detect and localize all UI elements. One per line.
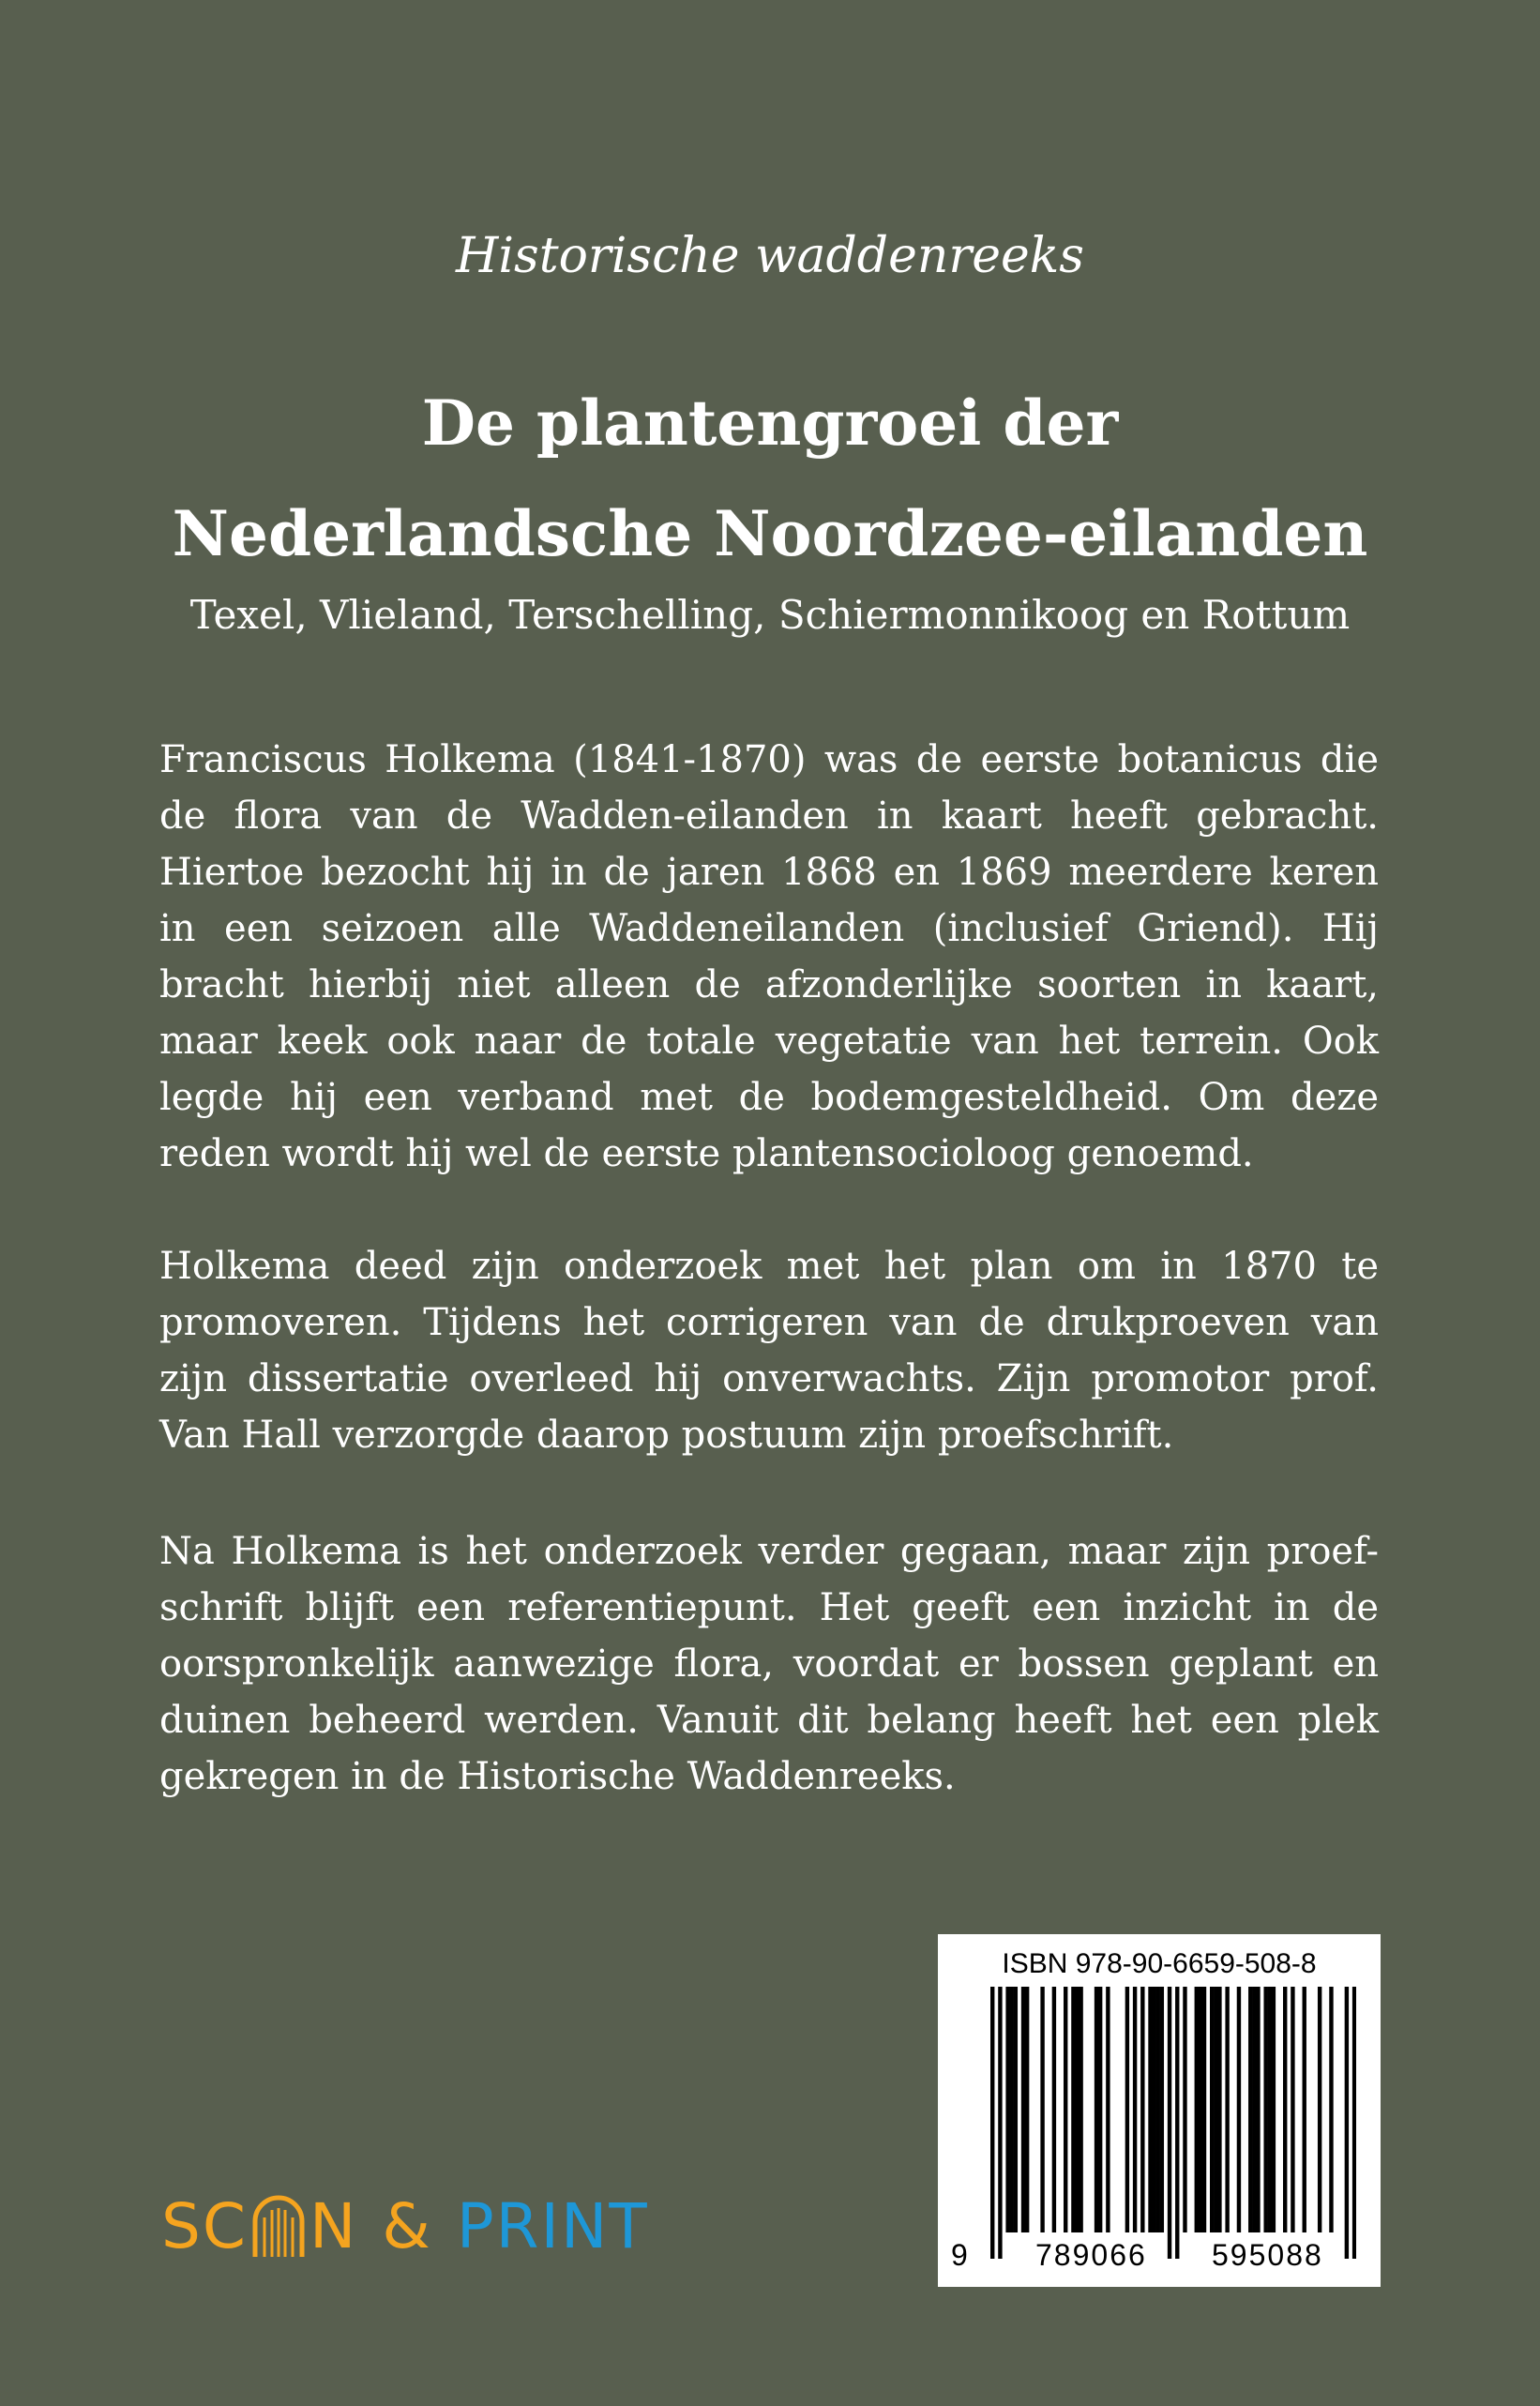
barcode-bar — [1199, 1987, 1202, 2232]
barcode-bar — [1125, 1987, 1129, 2232]
logo-text-n: N — [309, 2189, 358, 2262]
barcode-bar — [1237, 1987, 1241, 2232]
text-line: Na Holkema is het onderzoek verder gegaan, maar zijn proef- — [159, 1530, 1379, 1573]
barcode-bar — [1202, 1987, 1206, 2232]
barcode-bar — [1217, 1987, 1221, 2232]
barcode-bar — [1268, 1987, 1272, 2232]
text-line: zijn dissertatie overleed hij onverwachts. Zijn promotor prof. — [159, 1357, 1379, 1400]
barcode-bar — [1014, 1987, 1018, 2232]
arch-icon — [251, 2195, 306, 2257]
logo-text-sc: SC — [161, 2189, 248, 2262]
barcode-bars — [990, 1987, 1356, 2259]
barcode-bar — [1291, 1987, 1294, 2232]
barcode-bar — [1040, 1987, 1044, 2232]
text-line: legde hij een verband met de bodemgesteldheid. Om deze — [159, 1076, 1379, 1119]
barcode-bar — [1252, 1987, 1256, 2232]
barcode-first-digit: 9 — [951, 2238, 968, 2272]
barcode-bar — [1303, 1987, 1306, 2232]
text-line: promoveren. Tijdens het corrigeren van de drukproeven van — [159, 1301, 1379, 1344]
text-line: in een seizoen alle Waddeneilanden (inclusief Griend). Hij — [159, 907, 1379, 950]
text-line: duinen beheerd werden. Vanuit dit belang heeft het een plek — [159, 1699, 1379, 1742]
barcode-bar — [1352, 1987, 1356, 2259]
publisher-logo — [161, 2184, 649, 2268]
text-line: schrift blijft een referentiepunt. Het geeft een inzicht in de — [159, 1586, 1379, 1629]
text-line: oorspronkelijk aanwezige flora, voordat er bossen geplant en — [159, 1642, 1379, 1686]
barcode-bar — [1345, 1987, 1349, 2259]
barcode-bar — [1210, 1987, 1214, 2232]
text-line: gekregen in de Historische Waddenreeks. — [159, 1755, 956, 1798]
text-line: Van Hall verzorgde daarop postuum zijn proefschrift. — [159, 1414, 1174, 1457]
isbn-label: ISBN 978-90-6659-508-8 — [1002, 1948, 1317, 1979]
barcode-bar — [1025, 1987, 1029, 2232]
blurb-paragraph-1 — [159, 732, 1379, 1182]
barcode-bar — [1075, 1987, 1079, 2232]
barcode-bar — [1095, 1987, 1098, 2232]
text-line: reden wordt hij wel de eerste plantensocioloog genoemd. — [159, 1132, 1254, 1175]
barcode-bar — [1010, 1987, 1014, 2232]
barcode-bar — [1160, 1987, 1164, 2232]
barcode-bar — [1263, 1987, 1267, 2232]
barcode-bar — [1098, 1987, 1102, 2232]
text-line: Franciscus Holkema (1841-1870) was de eerste botanicus die — [159, 738, 1379, 781]
barcode-bar — [1195, 1987, 1199, 2232]
book-title-line-2: Nederlandsche Noordzee-eilanden — [172, 497, 1368, 570]
barcode-bar — [990, 1987, 994, 2259]
barcode-bar — [1175, 1987, 1179, 2259]
barcode-bar — [1133, 1987, 1137, 2232]
barcode-bar — [1256, 1987, 1260, 2232]
book-subtitle: Texel, Vlieland, Terschelling, Schiermonnikoog en Rottum — [189, 592, 1351, 638]
barcode-bar — [1318, 1987, 1321, 2232]
barcode-bar — [1214, 1987, 1217, 2232]
barcode-bar — [1225, 1987, 1229, 2232]
blurb-paragraph-3 — [159, 1523, 1379, 1805]
text-line: bracht hierbij niet alleen de afzonderlijke soorten in kaart, — [159, 963, 1379, 1006]
text-line: Holkema deed zijn onderzoek met het plan om in 1870 te — [159, 1245, 1379, 1288]
text-line: maar keek ook naar de totale vegetatie van het terrein. Ook — [159, 1020, 1379, 1063]
barcode-bar — [998, 1987, 1002, 2259]
book-title-line-1: De plantengroei der — [421, 386, 1119, 460]
barcode-bar — [1071, 1987, 1075, 2232]
barcode-bar — [1148, 1987, 1152, 2232]
barcode-bar — [1272, 1987, 1276, 2232]
barcode-bar — [1052, 1987, 1056, 2232]
text-line: Hiertoe bezocht hij in de jaren 1868 en 1869 meerdere keren — [159, 851, 1379, 894]
logo-text-print: PRINT — [456, 2189, 649, 2262]
barcode-bar — [1156, 1987, 1160, 2232]
barcode-bar — [1140, 1987, 1144, 2232]
barcode-bar — [1106, 1987, 1110, 2232]
barcode-bar — [1168, 1987, 1171, 2259]
barcode-bar — [1283, 1987, 1287, 2232]
barcode-bar — [1005, 1987, 1009, 2232]
barcode-bar — [1021, 1987, 1025, 2232]
text-line: de flora van de Wadden-eilanden in kaart heeft gebracht. — [159, 794, 1379, 838]
barcode-right-digits: 595088 — [1212, 2238, 1323, 2272]
barcode-bar — [1079, 1987, 1082, 2232]
barcode-bar — [1152, 1987, 1155, 2232]
logo-ampersand: & — [382, 2189, 432, 2262]
series-title: Historische waddenreeks — [456, 228, 1084, 284]
barcode-bar — [1329, 1987, 1333, 2232]
barcode-bar — [1064, 1987, 1067, 2232]
isbn-barcode — [938, 1934, 1381, 2287]
barcode-left-digits: 789066 — [1035, 2238, 1147, 2272]
blurb-paragraph-2 — [159, 1238, 1379, 1463]
barcode-bar — [1248, 1987, 1252, 2232]
barcode-bar — [1183, 1987, 1186, 2232]
